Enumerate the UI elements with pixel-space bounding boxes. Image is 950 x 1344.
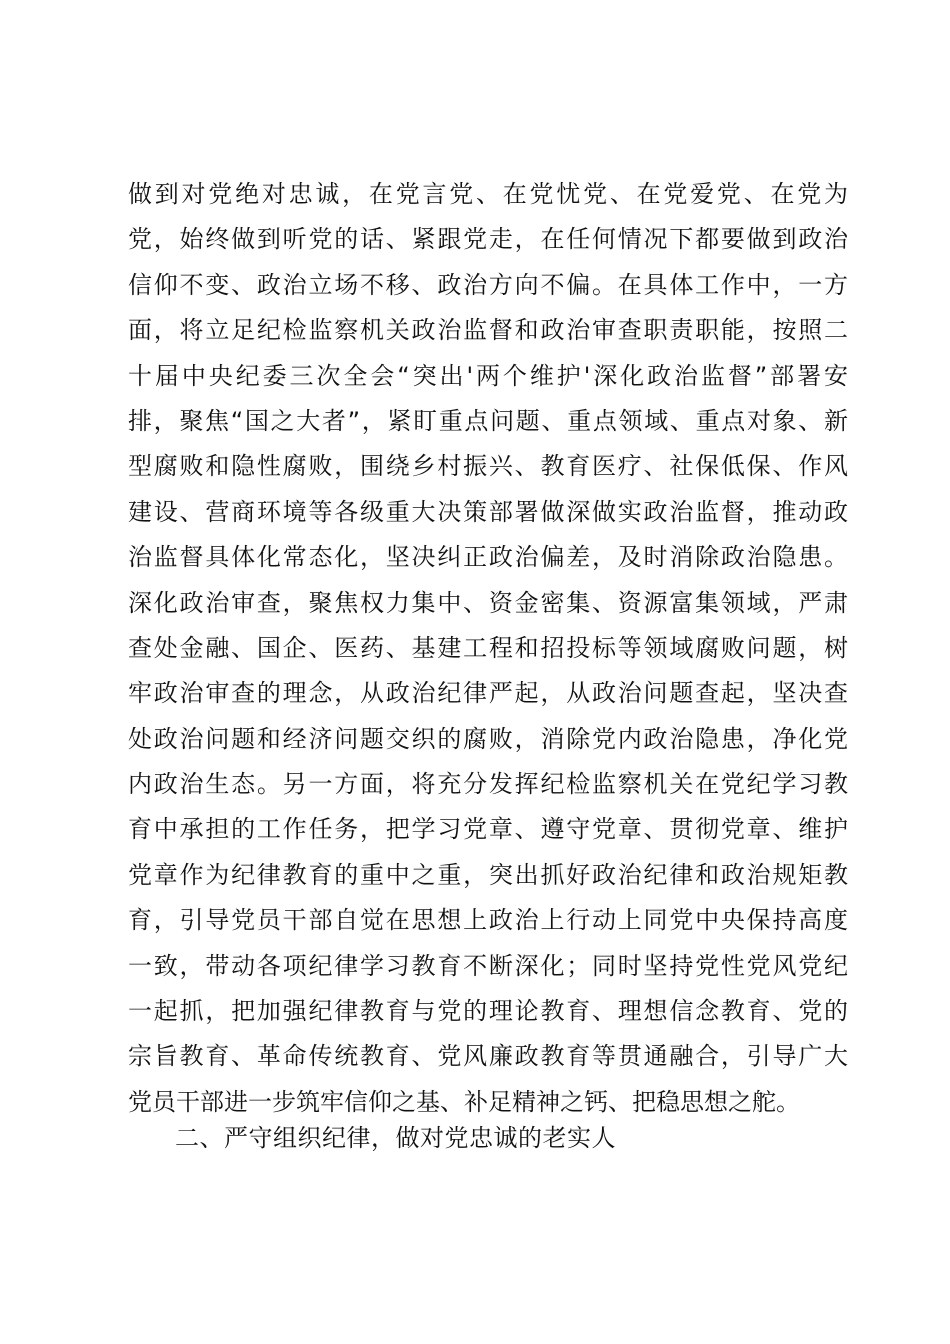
- text-line: 信仰不变、政治立场不移、政治方向不偏。在具体工作中，一方: [128, 270, 848, 299]
- text-line: 党员干部进一步筑牢信仰之基、补足精神之钙、把稳思想之舵。: [128, 1087, 800, 1116]
- text-line: 深化政治审查，聚焦权力集中、资金密集、资源富集领域，严肃: [128, 588, 848, 617]
- text-line: 一起抓，把加强纪律教育与党的理论教育、理想信念教育、党的: [128, 997, 848, 1026]
- text-line: 育中承担的工作任务，把学习党章、遵守党章、贯彻党章、维护: [128, 815, 848, 844]
- text-line: 查处金融、国企、医药、基建工程和招投标等领域腐败问题，树: [128, 633, 848, 662]
- text-line: 宗旨教育、革命传统教育、党风廉政教育等贯通融合，引导广大: [128, 1042, 848, 1071]
- text-line: 十届中央纪委三次全会“突出'两个维护'深化政治监督”部署安: [128, 361, 848, 390]
- text-line: 型腐败和隐性腐败，围绕乡村振兴、教育医疗、社保低保、作风: [128, 452, 848, 481]
- text-line: 党，始终做到听党的话、紧跟党走，在任何情况下都要做到政治: [128, 225, 848, 254]
- text-line: 育，引导党员干部自觉在思想上政治上行动上同党中央保持高度: [128, 906, 848, 935]
- text-line: 牢政治审查的理念，从政治纪律严起，从政治问题查起，坚决查: [128, 679, 848, 708]
- text-line: 内政治生态。另一方面，将充分发挥纪检监察机关在党纪学习教: [128, 770, 848, 799]
- body-paragraph: [128, 172, 848, 1125]
- text-line: 治监督具体化常态化，坚决纠正政治偏差，及时消除政治隐患。: [128, 543, 848, 572]
- text-line: 做到对党绝对忠诚，在党言党、在党忧党、在党爱党、在党为: [128, 180, 848, 208]
- text-line: 面，将立足纪检监察机关政治监督和政治审查职责职能，按照二: [128, 316, 848, 345]
- section-heading: 二、严守组织纪律，做对党忠诚的老实人: [175, 1124, 616, 1152]
- text-line: 一致，带动各项纪律学习教育不断深化；同时坚持党性党风党纪: [128, 951, 848, 980]
- text-line: 建设、营商环境等各级重大决策部署做深做实政治监督，推动政: [128, 497, 848, 526]
- text-line: 排，聚焦“国之大者”，紧盯重点问题、重点领域、重点对象、新: [128, 406, 848, 435]
- text-line: 处政治问题和经济问题交织的腐败，消除党内政治隐患，净化党: [128, 724, 848, 753]
- text-line: 党章作为纪律教育的重中之重，突出抓好政治纪律和政治规矩教: [128, 860, 848, 889]
